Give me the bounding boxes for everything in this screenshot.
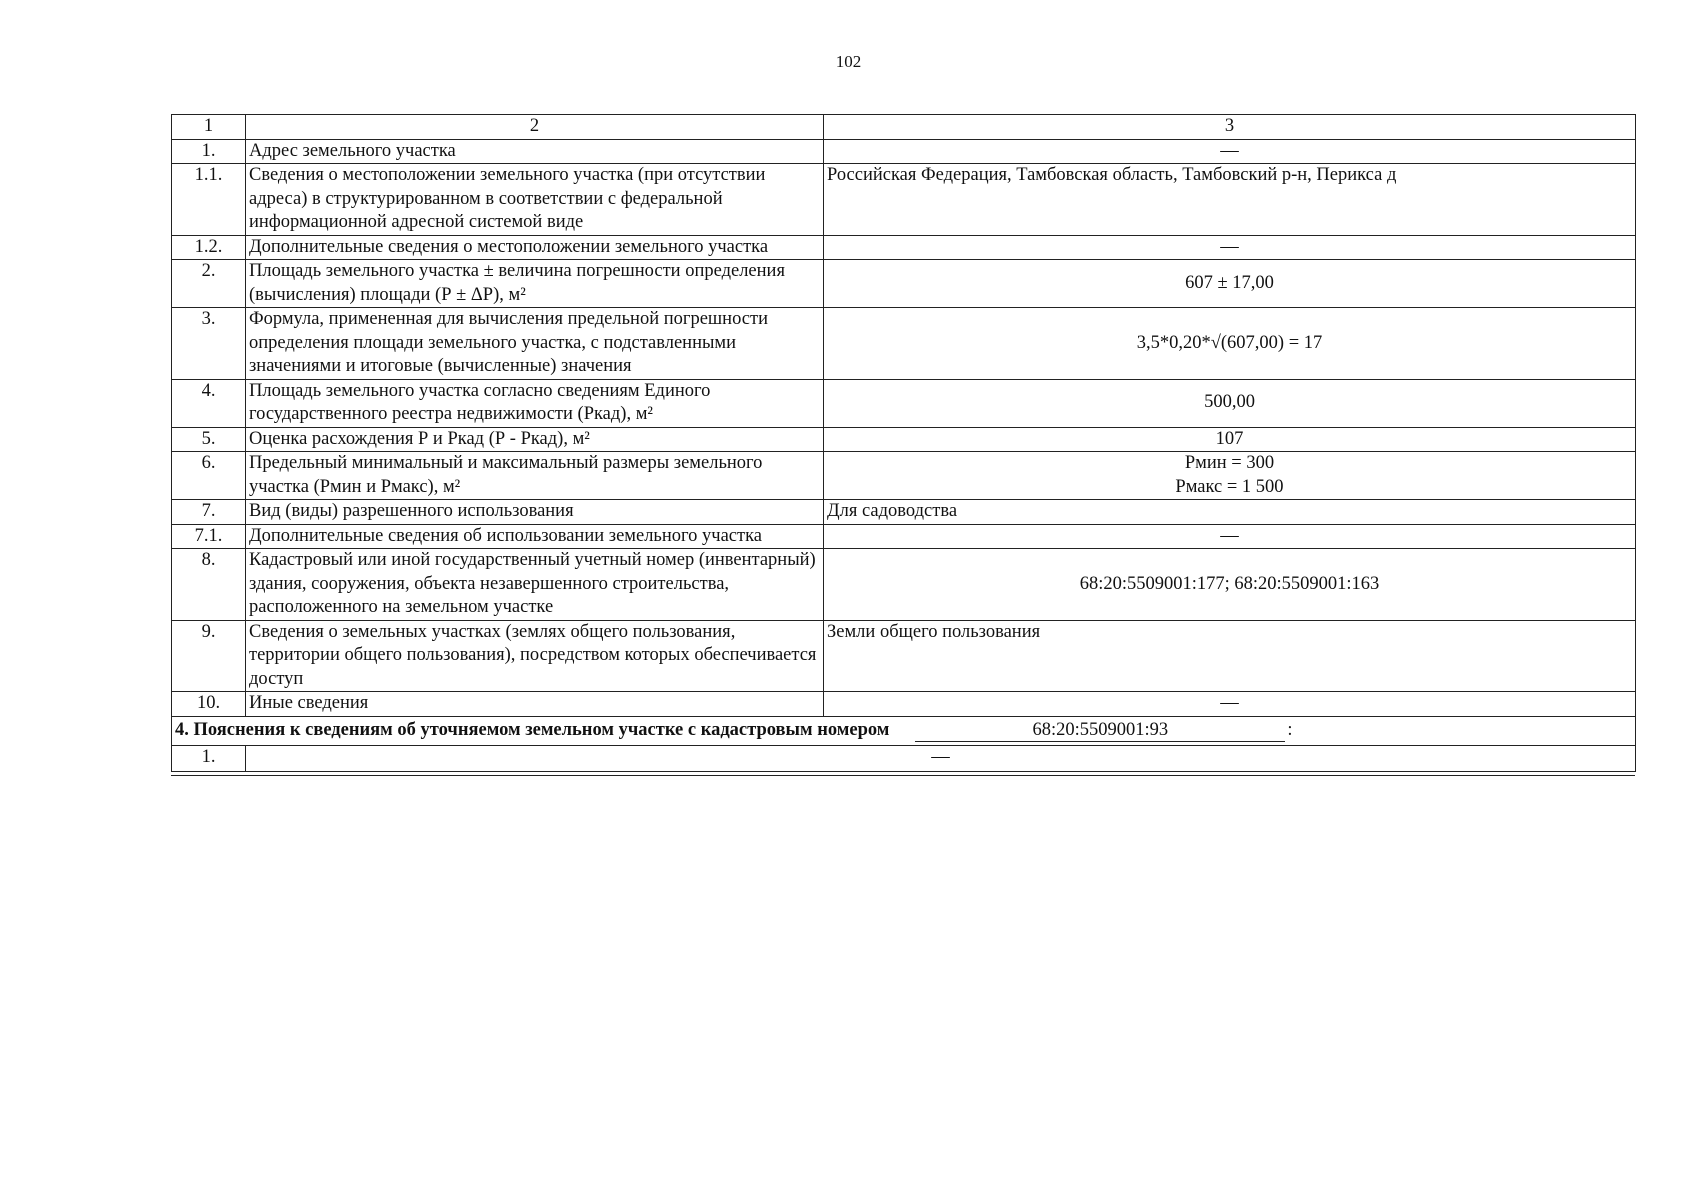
- row-number: 6.: [172, 452, 246, 500]
- row-value: —: [824, 139, 1636, 164]
- section-4-title: 4. Пояснения к сведениям об уточняемом земельном участке с кадастровым номером: [175, 719, 890, 740]
- column-header-3: 3: [824, 115, 1636, 140]
- max-size-value: Рмакс = 1 500: [1175, 476, 1284, 497]
- row-number: 7.: [172, 500, 246, 525]
- table-row: [172, 260, 1636, 308]
- row-label: Вид (виды) разрешенного использования: [246, 500, 824, 525]
- column-header-1: 1: [172, 115, 246, 140]
- heading-colon: :: [1287, 719, 1293, 740]
- row-value: 500,00: [824, 379, 1636, 427]
- row-number: 5.: [172, 427, 246, 452]
- row-label: Дополнительные сведения о местоположении земельного участка: [246, 235, 824, 260]
- table-row: [172, 164, 1636, 236]
- land-plot-info-table: [171, 114, 1636, 772]
- table-header-row: [172, 115, 1636, 140]
- row-label: Формула, примененная для вычисления предельной погрешности определения площади земельного участка, с подставленными значениями и итоговые (вычисленные) значения: [246, 308, 824, 380]
- row-label: Сведения о земельных участках (землях общего пользования, территории общего пользования), посредством которых обеспечивается доступ: [246, 620, 824, 692]
- table-row: [172, 549, 1636, 621]
- row-value: 107: [824, 427, 1636, 452]
- page-number: 102: [835, 52, 862, 71]
- table-row: [172, 379, 1636, 427]
- table-row: [172, 692, 1636, 717]
- row-number: 4.: [172, 379, 246, 427]
- row-value: 3,5*0,20*√(607,00) = 17: [824, 308, 1636, 380]
- row-value: 68:20:5509001:177; 68:20:5509001:163: [824, 549, 1636, 621]
- cadastral-number: 68:20:5509001:93: [915, 719, 1285, 742]
- table-row: [172, 500, 1636, 525]
- column-header-2: 2: [246, 115, 824, 140]
- row-number: 8.: [172, 549, 246, 621]
- row-value: —: [824, 524, 1636, 549]
- table-row: [172, 427, 1636, 452]
- row-label: Дополнительные сведения об использовании земельного участка: [246, 524, 824, 549]
- table-row: [172, 452, 1636, 500]
- row-value: —: [824, 692, 1636, 717]
- row-number: 1.1.: [172, 164, 246, 236]
- row-label: Кадастровый или иной государственный учетный номер (инвентарный) здания, сооружения, объекта незавершенного строительства, расположенного на земельном участке: [246, 549, 824, 621]
- table-row: [172, 235, 1636, 260]
- row-value: Для садоводства: [824, 500, 1636, 525]
- row-number: 1.2.: [172, 235, 246, 260]
- row-value: —: [246, 745, 1636, 771]
- row-value: 607 ± 17,00: [824, 260, 1636, 308]
- row-value: —: [824, 235, 1636, 260]
- row-number: 9.: [172, 620, 246, 692]
- table-row: [172, 524, 1636, 549]
- row-label: Сведения о местоположении земельного участка (при отсутствии адреса) в структурированном в соответствии с федеральной информационной адресной системой виде: [246, 164, 824, 236]
- table-row: [172, 139, 1636, 164]
- row-label: Адрес земельного участка: [246, 139, 824, 164]
- table-row: [172, 308, 1636, 380]
- row-label: Площадь земельного участка ± величина погрешности определения (вычисления) площади (Р ± ΔР), м²: [246, 260, 824, 308]
- table-row: [172, 745, 1636, 771]
- row-label: Площадь земельного участка согласно сведениям Единого государственного реестра недвижимости (Ркад), м²: [246, 379, 824, 427]
- section-4-heading-row: [172, 716, 1636, 745]
- row-label: Оценка расхождения Р и Ркад (Р - Ркад), м²: [246, 427, 824, 452]
- row-value: [824, 452, 1636, 500]
- section-4-heading: [172, 716, 1636, 745]
- row-number: 1.: [172, 139, 246, 164]
- row-label: Иные сведения: [246, 692, 824, 717]
- row-number: 7.1.: [172, 524, 246, 549]
- min-size-value: Рмин = 300: [1184, 453, 1275, 473]
- row-value: Российская Федерация, Тамбовская область, Тамбовский р-н, Перикса д: [824, 164, 1636, 236]
- row-number: 2.: [172, 260, 246, 308]
- table-bottom-rule: [171, 775, 1635, 776]
- row-label: Предельный минимальный и максимальный размеры земельного участка (Рмин и Рмакс), м²: [246, 452, 824, 500]
- row-number: 10.: [172, 692, 246, 717]
- table-row: [172, 620, 1636, 692]
- row-number: 3.: [172, 308, 246, 380]
- row-value: Земли общего пользования: [824, 620, 1636, 692]
- row-number: 1.: [172, 745, 246, 771]
